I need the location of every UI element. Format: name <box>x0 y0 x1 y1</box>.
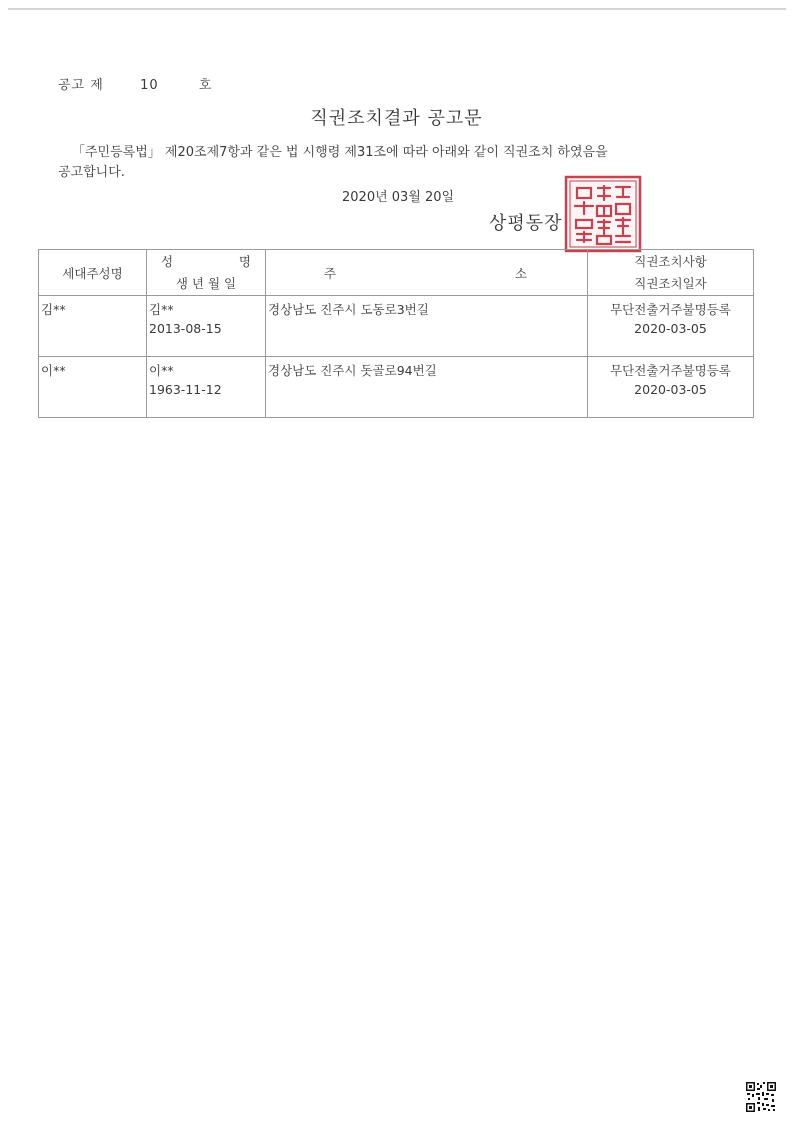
name-birth-cell <box>147 357 266 418</box>
table-row <box>39 357 754 418</box>
col-action <box>588 250 754 296</box>
official-seal-icon <box>563 174 643 254</box>
col-birth: 생 년 월 일 <box>175 275 237 291</box>
col-name-b: 명 <box>238 253 251 269</box>
person-name: 김** <box>149 302 174 317</box>
householder-cell: 이** <box>39 357 147 418</box>
action-text: 무단전출거주불명등록 <box>610 363 731 378</box>
col-name-birth <box>147 250 266 296</box>
person-name: 이** <box>149 363 174 378</box>
action-cell <box>588 357 754 418</box>
notice-body-line2: 공고합니다. <box>58 165 125 180</box>
table-row <box>39 296 754 357</box>
name-birth-cell <box>147 296 266 357</box>
action-text: 무단전출거주불명등록 <box>610 302 731 317</box>
qr-code-icon <box>745 1081 777 1113</box>
notice-number-value: 10 <box>140 78 159 93</box>
col-action-date-label: 직권조치일자 <box>634 275 707 291</box>
action-date: 2020-03-05 <box>634 321 707 336</box>
records-table <box>38 249 754 418</box>
col-address <box>266 250 588 296</box>
notice-suffix: 호 <box>198 78 213 93</box>
householder-cell: 김** <box>39 296 147 357</box>
notice-prefix: 공고 제 <box>58 78 104 93</box>
notice-number <box>58 74 212 93</box>
col-addr-b: 소 <box>514 265 527 281</box>
col-addr-a: 주 <box>324 265 337 281</box>
notice-body-line1: 「주민등록법」 제20조제7항과 같은 법 시행령 제31조에 따라 아래와 같이 직권조치 하였음을 <box>72 145 608 160</box>
action-cell <box>588 296 754 357</box>
address-cell: 경상남도 진주시 돗골로94번길 <box>266 357 588 418</box>
birth-date: 1963-11-12 <box>149 382 222 397</box>
notice-date: 2020년 03월 20일 <box>342 190 455 205</box>
document-title: 직권조치결과 공고문 <box>310 108 483 129</box>
action-date: 2020-03-05 <box>634 382 707 397</box>
col-householder: 세대주성명 <box>39 250 147 296</box>
col-action-label: 직권조치사항 <box>634 253 707 269</box>
issuer-title: 상평동장 <box>489 213 563 234</box>
table-header-row <box>39 250 754 296</box>
address-cell: 경상남도 진주시 도동로3번길 <box>266 296 588 357</box>
top-rule <box>8 8 786 10</box>
col-name-a: 성 <box>161 253 174 269</box>
birth-date: 2013-08-15 <box>149 321 222 336</box>
